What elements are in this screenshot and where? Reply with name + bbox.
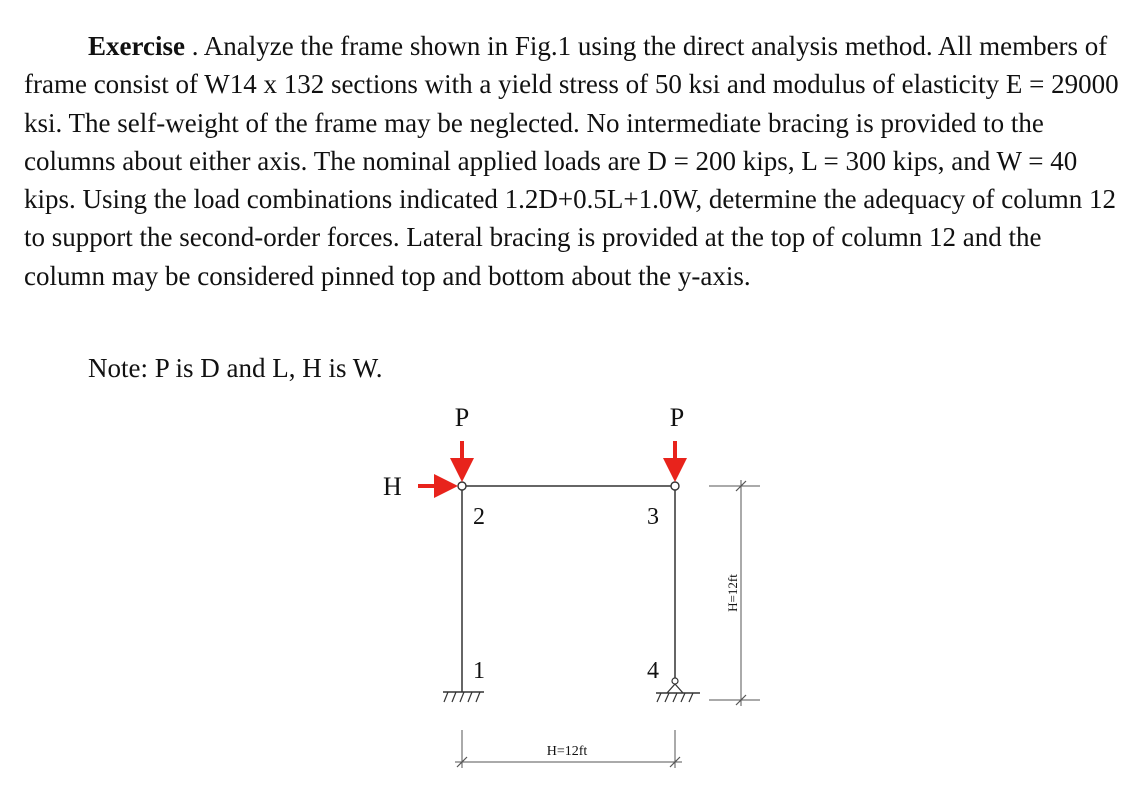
exercise-body: Analyze the frame shown in Fig.1 using the direct analysis method. All members of frame consist of W14 x 132 sections with a yield stress of 50 ksi and modulus of elasticity E = 29000 ksi. The self-weight of the frame may be neglected. No intermediate bracing is provided to the columns about either axis. The nominal applied loads are D = 200 kips, L = 300 kips, and W = 40 kips. Using the load combinations indicated 1.2D+0.5L+1.0W, determine the adequacy of column 12 to support the second-order forces. Lateral bracing is provided at the top of column 12 and the column may be considered pinned top and bottom about the y-axis.: [24, 31, 1119, 291]
node-2-pin-icon: [458, 482, 466, 490]
node-label-3: 3: [647, 504, 659, 530]
width-dimension-label: H=12ft: [546, 744, 588, 759]
load-label-left: P: [454, 403, 470, 432]
fixed-support-icon: [443, 692, 484, 702]
horizontal-load-label: H: [383, 472, 402, 501]
exercise-label: Exercise: [88, 31, 185, 61]
exercise-separator: .: [184, 31, 204, 61]
load-label-right: P: [669, 403, 685, 432]
node-label-1: 1: [473, 658, 485, 684]
pin-support-icon: [656, 678, 700, 702]
node-3-pin-icon: [671, 482, 679, 490]
node-label-2: 2: [473, 504, 485, 530]
node-label-4: 4: [647, 658, 659, 684]
height-dimension-label: H=12ft: [725, 574, 740, 612]
note-text: Note: P is D and L, H is W.: [88, 353, 383, 383]
